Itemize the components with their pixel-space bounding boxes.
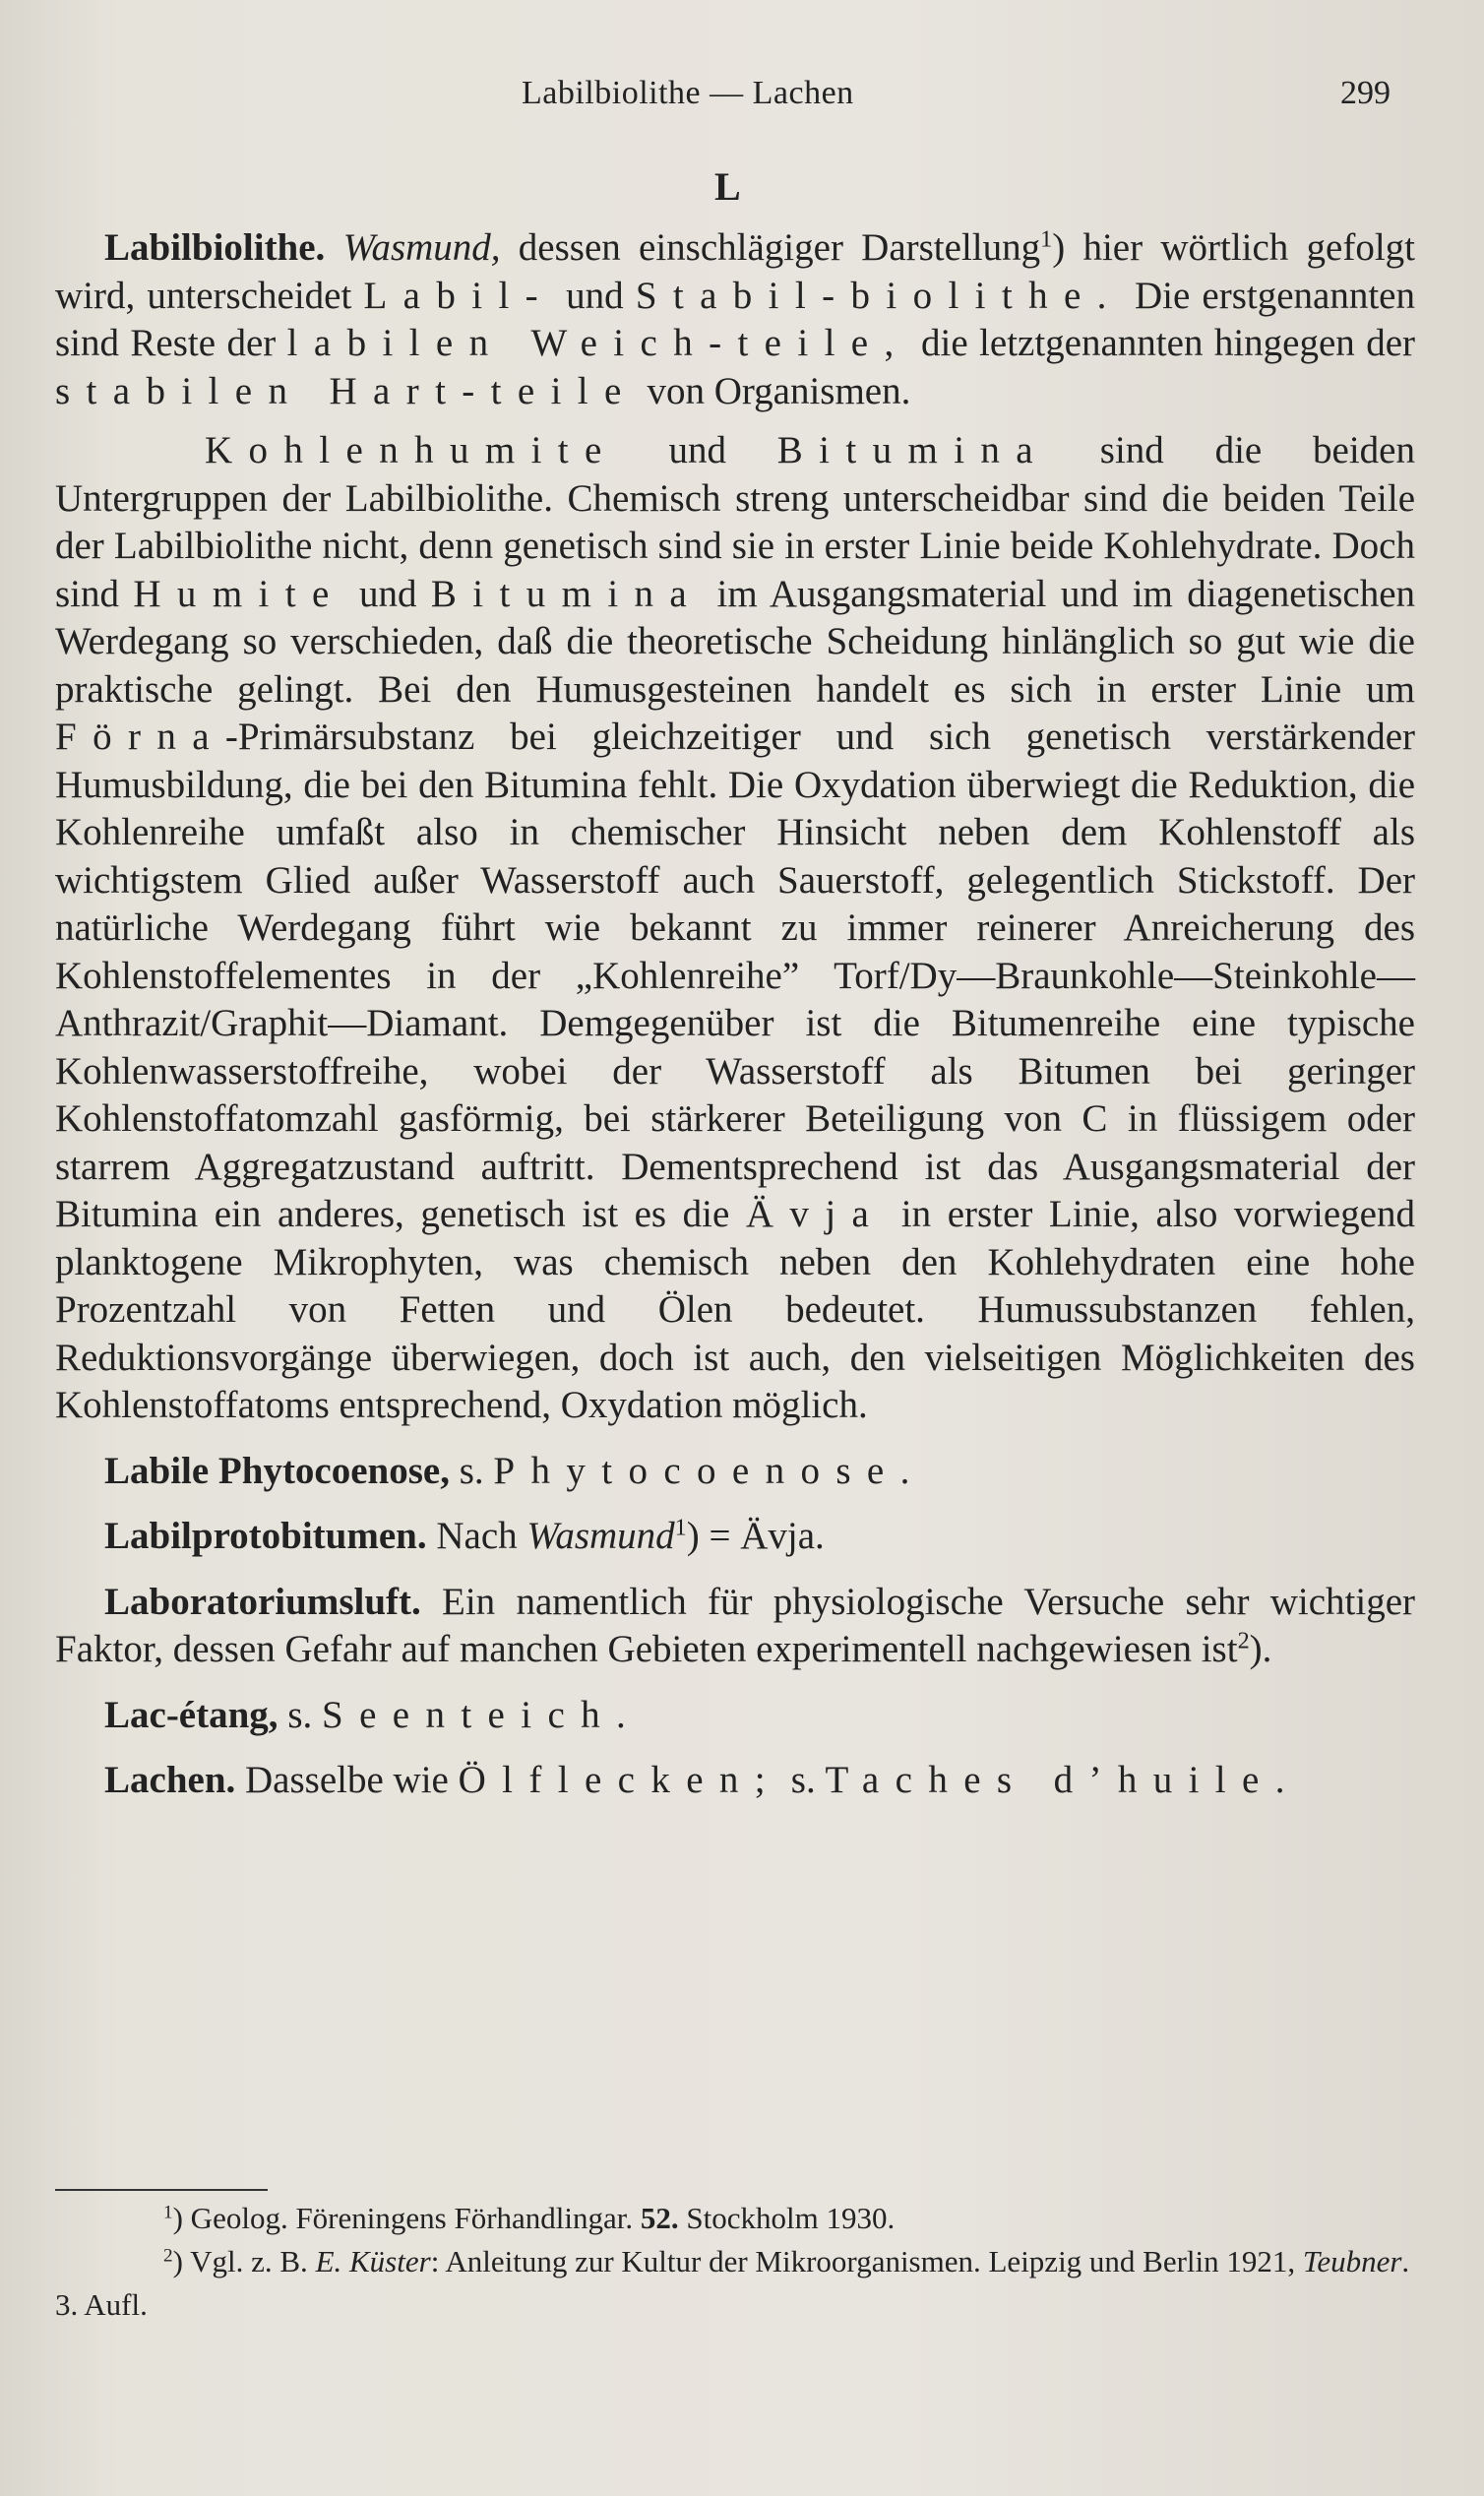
entry-lachen xyxy=(55,1757,1415,1805)
footnote-2 xyxy=(55,2240,1415,2327)
spaced-term: stabilen Hart-teile xyxy=(55,369,638,412)
author-name: Wasmund xyxy=(526,1515,675,1557)
text-run: s. xyxy=(278,1693,322,1736)
entry-labile-phytocoenose xyxy=(55,1448,1415,1496)
entry-labilbiolithe xyxy=(55,224,1415,415)
spaced-term: Förna xyxy=(55,716,225,758)
text-run: sind die beiden Untergruppen der Labilbiolithe. Chemisch streng unterscheidbar sind die beiden Teile der Labilbiolithe nicht, denn genetisch sind sie in erster Linie beide Kohlehydrate. Doch sind xyxy=(55,429,1415,615)
spaced-term: Bitumina xyxy=(430,572,704,615)
text-run: in erster Linie, also vorwiegend planktogene Mikrophyten, was chemisch neben den Kohlehydraten eine hohe Prozentzahl von Fetten und Ölen bedeutet. Humussubstanzen fehlen, Reduktionsvorgänge überwiegen, doch ist auch, den vielseitigen Möglichkeiten des Kohlenstoffatoms entsprechend, Oxydation möglich. xyxy=(55,1193,1415,1426)
footnote-mark: 2 xyxy=(163,2245,173,2267)
text-run: und xyxy=(617,429,777,471)
text-run: und xyxy=(344,572,431,615)
footnotes xyxy=(55,2197,1415,2327)
footnote-text: Stockholm 1930. xyxy=(678,2201,896,2235)
author-name: Wasmund, xyxy=(342,226,501,269)
text-run: ) hier wörtlich gefolgt wird, unterscheidet xyxy=(55,226,1416,317)
main-text xyxy=(55,224,1415,1805)
entry-laboratoriumsluft xyxy=(55,1579,1415,1674)
spaced-term: Kohlenhumite xyxy=(205,429,618,471)
cross-reference[interactable]: Seenteich. xyxy=(322,1693,643,1736)
footnote-text: ) Geolog. Föreningens Förhandlingar. xyxy=(172,2201,641,2235)
text-run: -Primärsubstanz bei gleichzeitiger und sich genetisch verstärkender Humusbildung, die bei den Bitumina fehlt. Die Oxydation überwiegt die Reduktion, die Kohlenreihe umfaßt also in chemischer Hinsicht neben dem Kohlenstoff als wichtigstem Glied außer Wasserstoff auch Sauerstoff, gelegentlich Stickstoff. Der natürliche Werdegang führt wie bekannt zu immer reinerer Anreicherung des Kohlenstoffelementes in der „Kohlenreihe” Torf/Dy—Braunkohle—Steinkohle—Anthrazit/Graphit—Diamant. Demgegenüber ist die Bitumenreihe eine typische Kohlenwasserstoffreihe, wobei der Wasserstoff als Bitumen bei geringer Kohlenstoffatomzahl gasförmig, bei stärkerer Beteiligung von C in flüssigem oder starrem Aggregatzustand auftritt. Dementsprechend ist das Ausgangsmaterial der Bitumina ein anderes, genetisch ist es die xyxy=(55,716,1415,1235)
cross-reference[interactable]: Taches d’huile. xyxy=(825,1759,1301,1801)
footnote-rule xyxy=(55,2189,268,2191)
section-letter: L xyxy=(714,164,741,209)
text-run: Nach xyxy=(426,1515,527,1557)
text-run: ) = Ävja. xyxy=(686,1515,825,1557)
author-name: E. Küster xyxy=(315,2244,431,2278)
footnote-text: . 3. Aufl. xyxy=(55,2244,1410,2322)
footnote-text: ) Vgl. z. B. xyxy=(172,2244,316,2278)
entry-head: Lachen. xyxy=(104,1759,236,1801)
spaced-term: Humite xyxy=(133,572,345,615)
text-run: im Ausgangsmaterial und im diagenetischen Werdegang so verschieden, daß die theoretische Scheidung hinlänglich so gut wie die praktische gelingt. Bei den Humusgesteinen handelt es sich in erster Linie um xyxy=(55,572,1416,711)
footnote-ref[interactable]: 2 xyxy=(1237,1627,1250,1654)
text-run: Die erstgenannten sind Reste der xyxy=(55,274,1415,364)
text-run: Ein namentlich für physiologische Versuche sehr wichtiger Faktor, dessen Gefahr auf manchen Gebieten experimentell nachgewiesen ist xyxy=(55,1580,1415,1670)
footnote-ref[interactable]: 1 xyxy=(1040,225,1053,253)
publisher-name: Teubner xyxy=(1302,2244,1402,2278)
text-run: und xyxy=(554,274,636,317)
entry-lac-etang xyxy=(55,1692,1415,1740)
footnote-text: : Anleitung zur Kultur der Mikroorganismen. Leipzig und Berlin 1921, xyxy=(430,2244,1303,2278)
spaced-term: Ävja xyxy=(745,1193,886,1235)
spaced-term: Labil- xyxy=(363,274,555,317)
entry-head: Lac-étang, xyxy=(104,1693,278,1736)
text-run: s. xyxy=(449,1449,494,1492)
entry-head: Laboratoriumsluft. xyxy=(104,1580,421,1623)
text-run: ). xyxy=(1249,1628,1272,1670)
text-run: von Organismen. xyxy=(637,369,911,412)
running-header xyxy=(0,71,1484,120)
spaced-term: Stabil-biolithe. xyxy=(635,274,1123,317)
entry-head: Labilprotobitumen. xyxy=(104,1515,427,1557)
text-run: dessen einschlägiger Darstellung xyxy=(500,226,1041,269)
cross-reference[interactable]: Phytocoenose. xyxy=(493,1449,926,1492)
footnote-ref[interactable]: 1 xyxy=(674,1514,687,1541)
footnote-mark: 1 xyxy=(163,2202,173,2223)
text-run: s. xyxy=(781,1759,826,1801)
text-run: die letztgenannten hingegen der xyxy=(909,322,1416,364)
paragraph-kohlenhumite xyxy=(55,427,1415,1430)
spaced-term: Bitumina xyxy=(776,429,1049,471)
entry-labilprotobitumen xyxy=(55,1513,1415,1561)
page-number: 299 xyxy=(1340,75,1391,111)
footnote-1 xyxy=(55,2197,1415,2240)
running-title: Labilbiolithe — Lachen xyxy=(522,75,854,111)
entry-head: Labile Phytocoenose, xyxy=(104,1449,450,1492)
entry-head: Labilbiolithe. xyxy=(104,226,326,269)
spaced-term: Ölflecken; xyxy=(458,1759,782,1801)
text-run: Dasselbe wie xyxy=(235,1759,459,1801)
spaced-term: labilen Weich-teile, xyxy=(286,322,910,364)
volume-number: 52. xyxy=(640,2201,679,2235)
